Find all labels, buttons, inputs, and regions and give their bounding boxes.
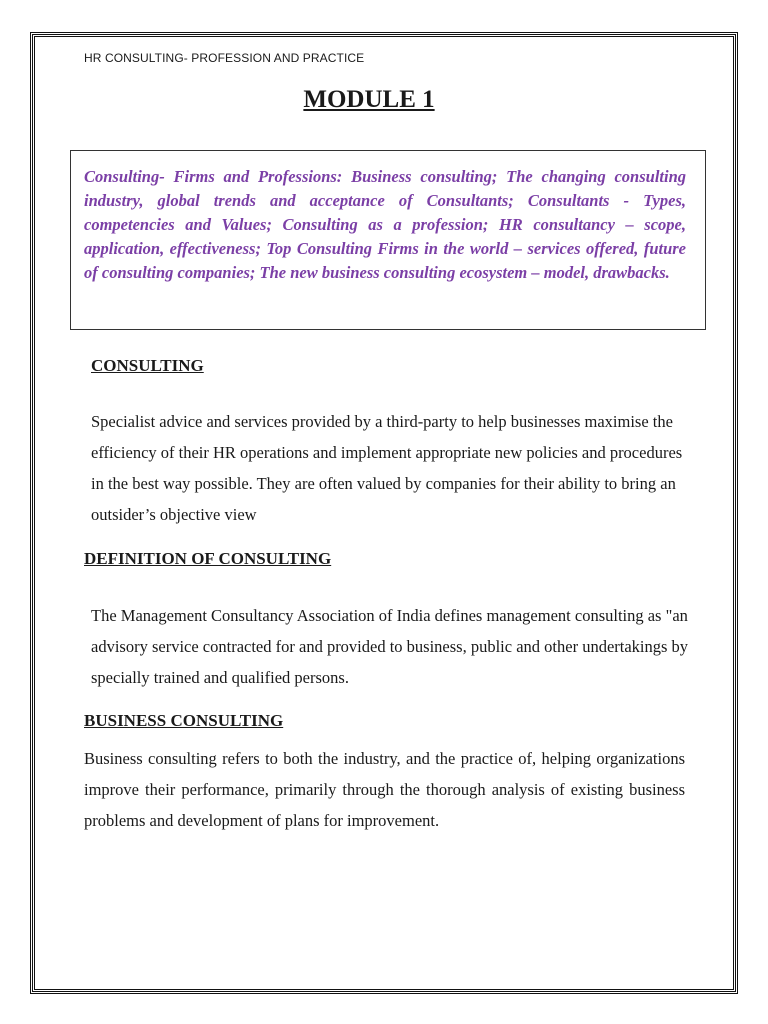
- definition-body: The Management Consultancy Association of India defines management consulting as "an advisory service contracted for and provided to business, public and other undertakings by specially trained and qualified persons.: [91, 606, 689, 687]
- consulting-body: Specialist advice and services provided by a third-party to help businesses maximise the efficiency of their HR operations and implement appropriate new policies and procedures in the best way possible. They are often valued by companies for their ability to bring an outsider’s objective view: [91, 412, 683, 524]
- syllabus-box: [70, 150, 706, 330]
- syllabus-text: Consulting- Firms and Professions: Business consulting; The changing consulting industry, global trends and acceptance of Consultants; Consultants - Types, competencies and Values; Consulting as a profession; HR consultancy – scope, application, effectiveness; Top Consulting Firms in the world – services offered, future of consulting companies; The new business consulting ecosystem – model, drawbacks.: [84, 167, 686, 282]
- business-consulting-body: Business consulting refers to both the industry, and the practice of, helping organizations improve their performance, primarily through the thorough analysis of existing business problems and development of plans for improvement.: [84, 749, 685, 830]
- consulting-heading: CONSULTING: [91, 356, 204, 375]
- business-consulting-heading: BUSINESS CONSULTING: [84, 711, 284, 730]
- running-header: HR CONSULTING- PROFESSION AND PRACTICE: [84, 51, 365, 65]
- module-title: MODULE 1: [303, 86, 435, 113]
- definition-heading: DEFINITION OF CONSULTING: [84, 549, 332, 568]
